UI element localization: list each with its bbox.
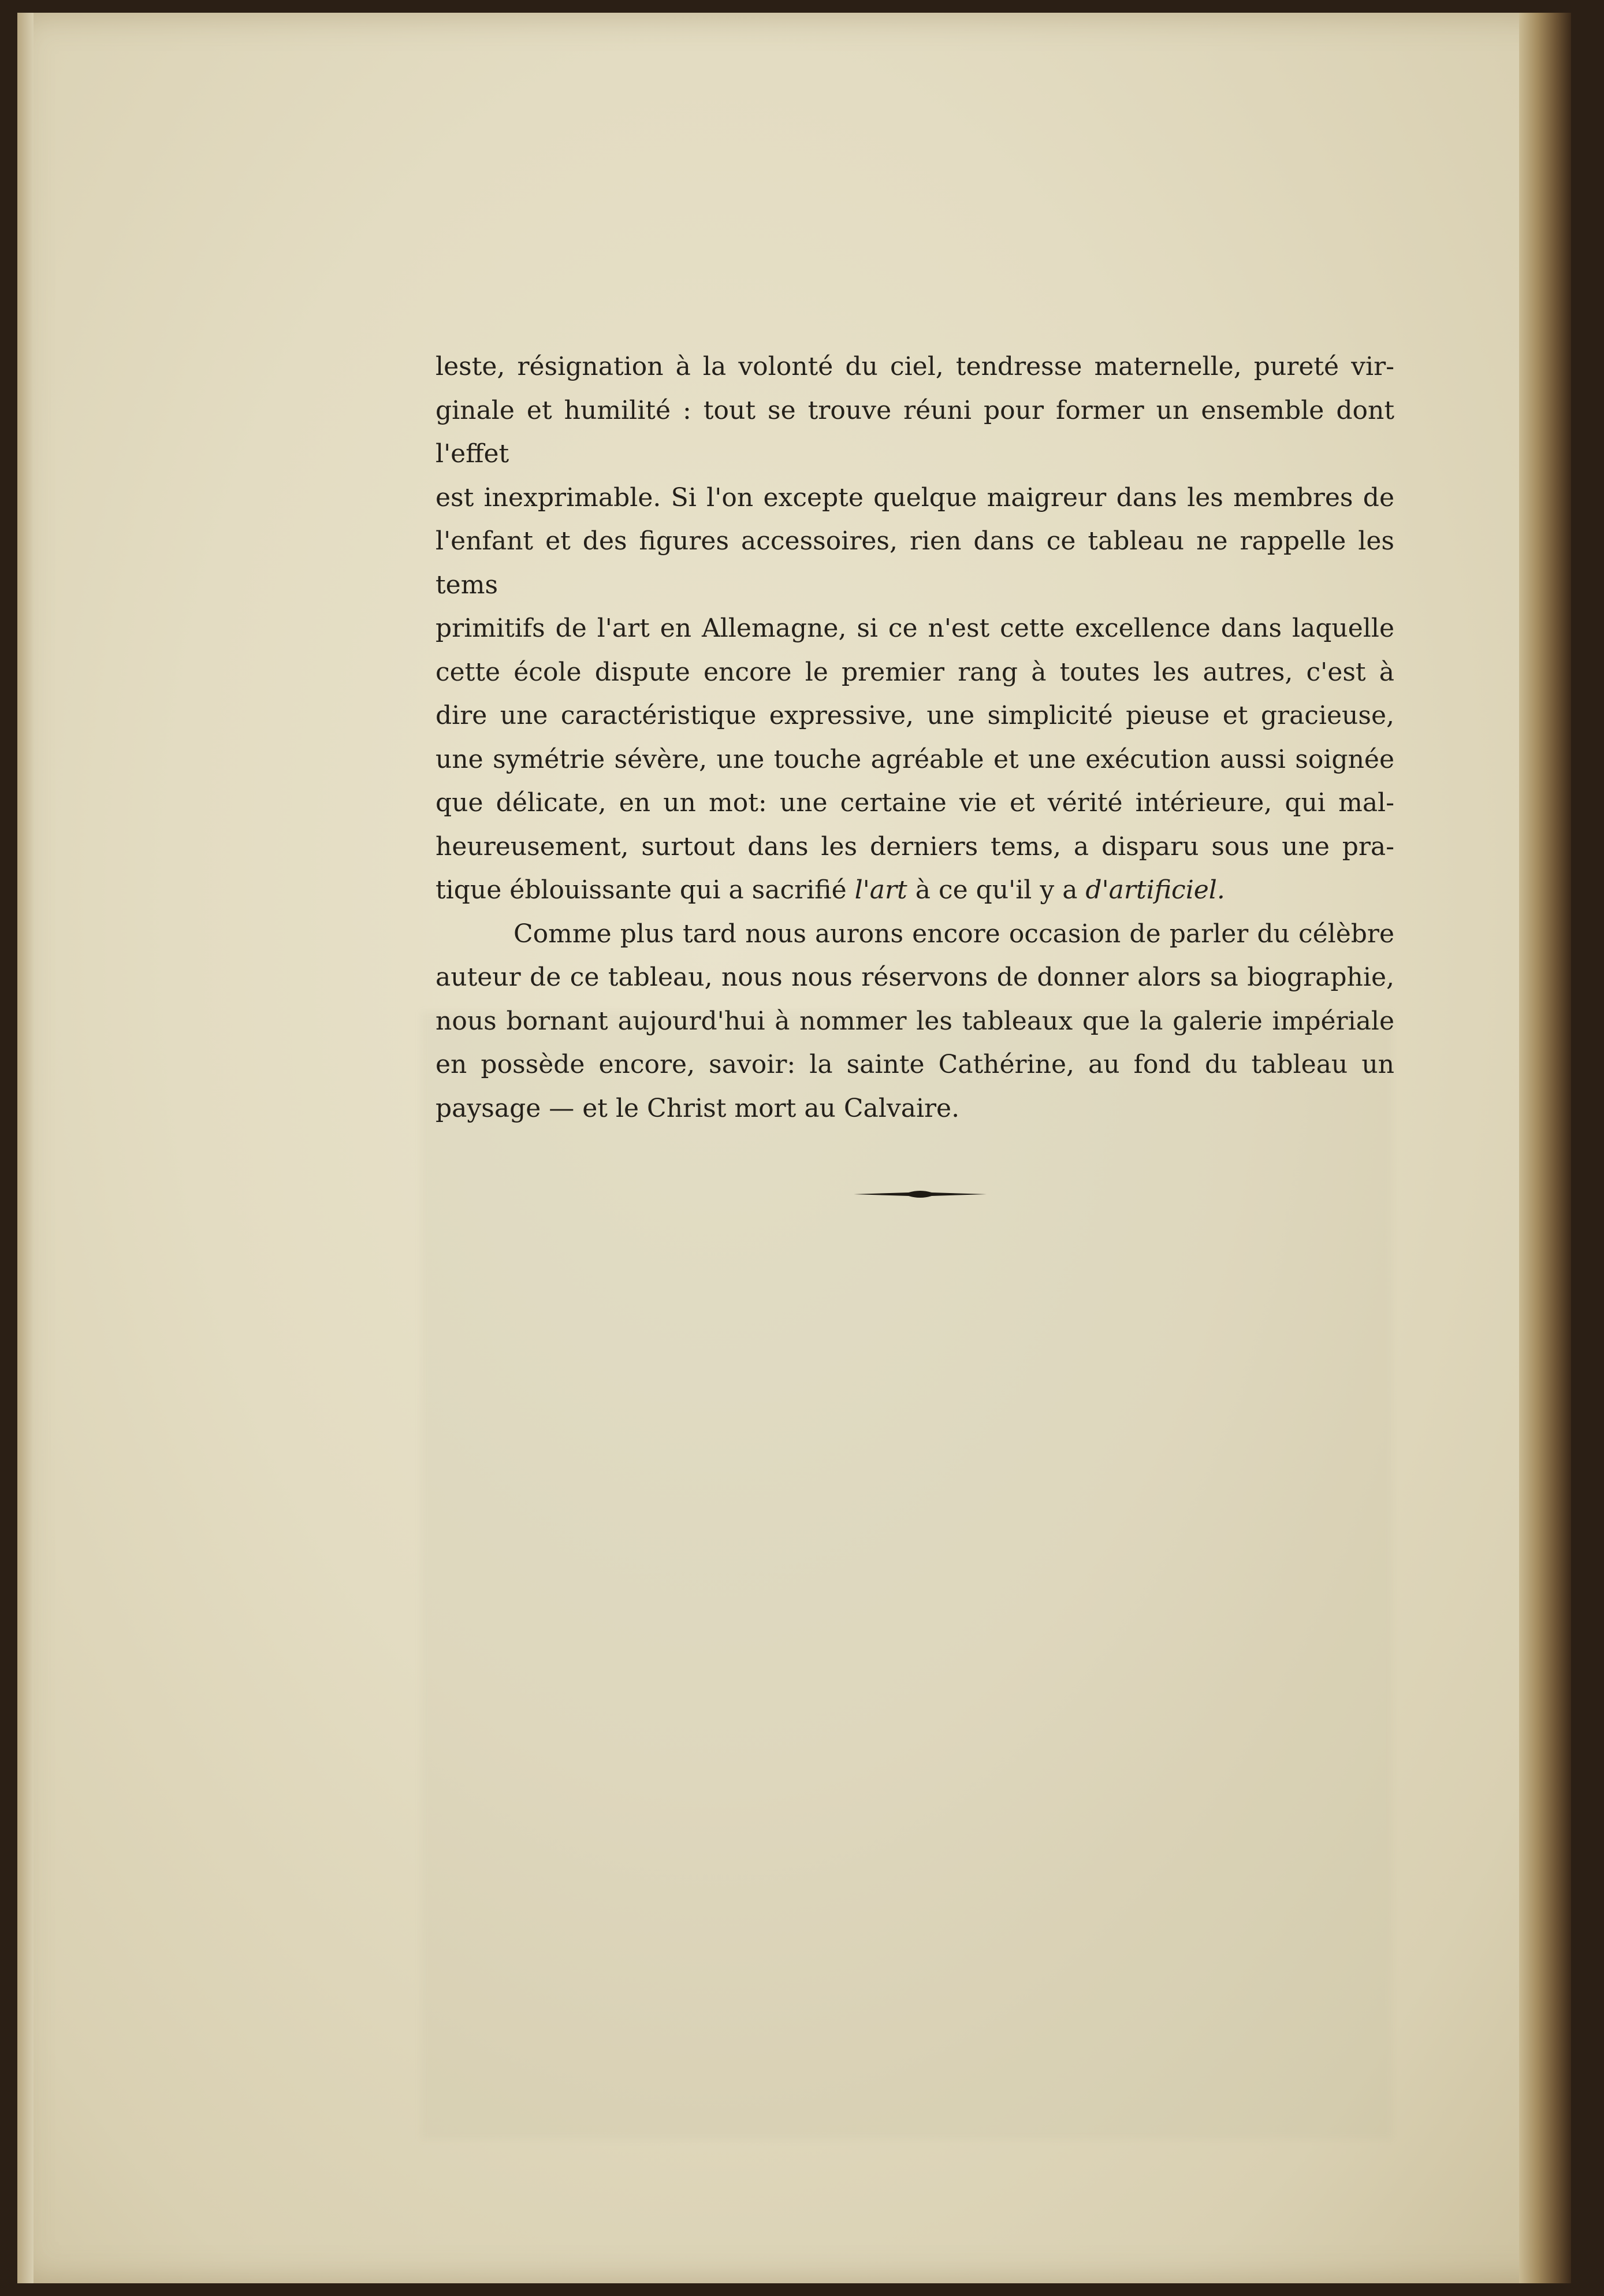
book-page xyxy=(17,13,1571,2283)
text-line: heureusement, surtout dans les derniers tems, a disparu sous une pra- xyxy=(436,831,1394,861)
text-line: que délicate, en un mot: une certaine vie et vérité intérieure, qui mal- xyxy=(436,788,1394,818)
text-line: une symétrie sévère, une touche agréable et une exécution aussi soignée xyxy=(436,744,1394,774)
text-line-final xyxy=(436,868,1394,912)
text-line: en possède encore, savoir: la sainte Cathérine, au fond du tableau un xyxy=(436,1050,1394,1079)
text-run: tique éblouissante qui a sacrifié xyxy=(436,875,855,905)
text-line: l'enfant et des figures accessoires, rien dans ce tableau ne rappelle les tems xyxy=(436,526,1394,600)
text-line: est inexprimable. Si l'on excepte quelque maigreur dans les membres de xyxy=(436,482,1394,512)
text-line: auteur de ce tableau, nous nous réservons de donner alors sa biographie, xyxy=(436,963,1394,992)
book-binding-edge xyxy=(1519,13,1571,2283)
text-line: dire une caractéristique expressive, une simplicité pieuse et gracieuse, xyxy=(436,701,1394,730)
text-line: paysage — et le Christ mort au Calvaire. xyxy=(436,1093,960,1123)
body-text xyxy=(436,345,1394,1130)
text-line: ginale et humilité : tout se trouve réuni pour former un ensemble dont l'effet xyxy=(436,395,1394,469)
text-line: primitifs de l'art en Allemagne, si ce n'est cette excellence dans laquelle xyxy=(436,614,1394,643)
text-line: Comme plus tard nous aurons encore occasion de parler du célèbre xyxy=(513,919,1394,949)
text-line: leste, résignation à la volonté du ciel, tendresse maternelle, pureté vir- xyxy=(436,352,1394,381)
text-run: à ce qu'il y a xyxy=(907,875,1086,905)
italic-term: l'art xyxy=(854,875,907,905)
text-line: cette école dispute encore le premier rang à toutes les autres, c'est à xyxy=(436,657,1394,687)
page-edge xyxy=(17,13,34,2283)
tapered-rule-ornament-icon xyxy=(854,1189,987,1199)
italic-term: d'artificiel. xyxy=(1085,875,1225,905)
text-line: nous bornant aujourd'hui à nommer les tableaux que la galerie impériale xyxy=(436,1006,1394,1036)
show-through-bleed xyxy=(422,1012,1392,2139)
